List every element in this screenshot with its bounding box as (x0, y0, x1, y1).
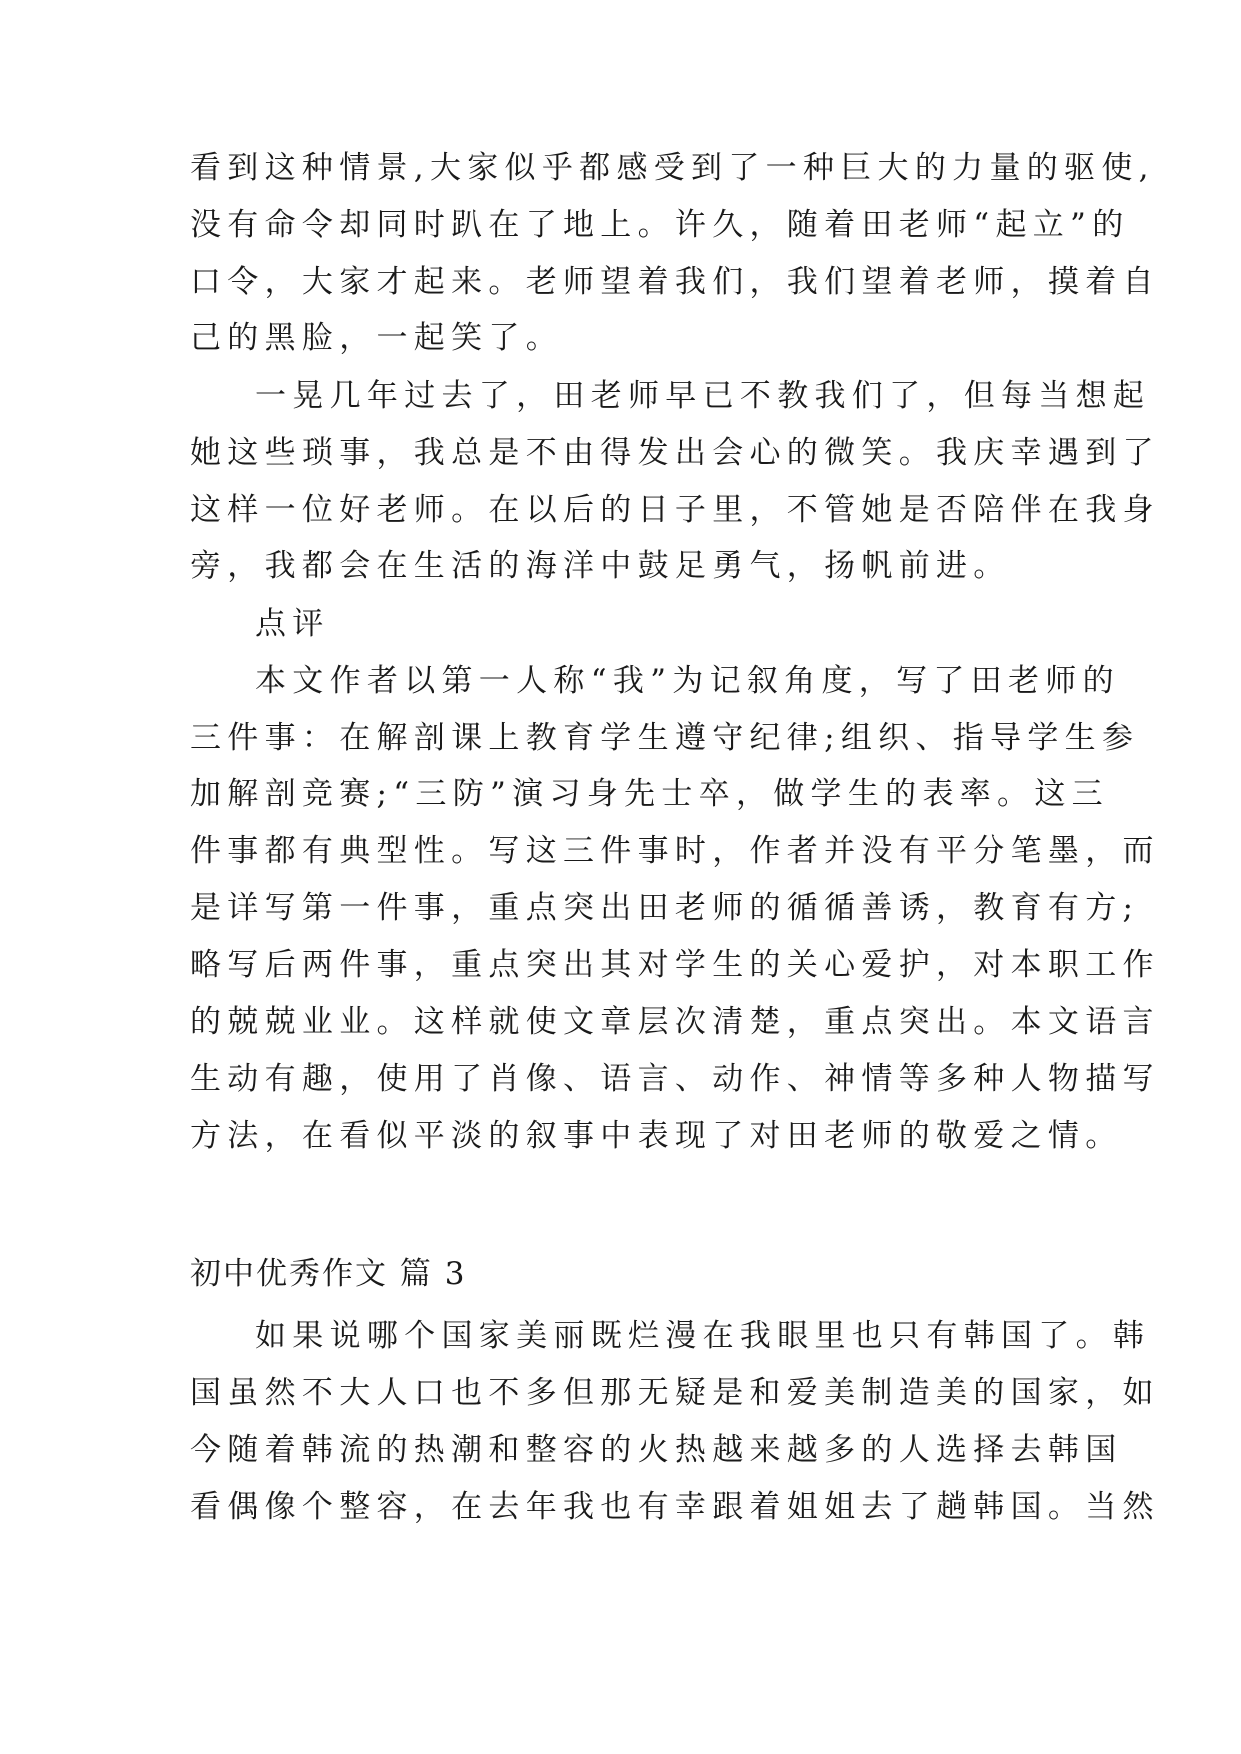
paragraph-line: 一晃几年过去了，田老师早已不教我们了，但每当想起 (255, 378, 1151, 414)
paragraph-line: 方法，在看似平淡的叙事中表现了对田老师的敬爱之情。 (190, 1118, 1123, 1154)
paragraph-line: 没有命令却同时趴在了地上。许久，随着田老师“起立”的 (190, 207, 1130, 243)
section-label: 点评 (255, 606, 330, 642)
paragraph-line: 看偶像个整容，在去年我也有幸跟着姐姐去了趟韩国。当然 (190, 1489, 1160, 1525)
paragraph-line: 她这些琐事，我总是不由得发出会心的微笑。我庆幸遇到了 (190, 435, 1160, 471)
paragraph-line: 是详写第一件事，重点突出田老师的循循善诱，教育有方; (190, 890, 1140, 926)
paragraph-line: 略写后两件事，重点突出其对学生的关心爱护，对本职工作 (190, 947, 1160, 983)
paragraph-line: 如果说哪个国家美丽既烂漫在我眼里也只有韩国了。韩 (255, 1318, 1151, 1354)
paragraph-line: 今随着韩流的热潮和整容的火热越来越多的人选择去韩国 (190, 1432, 1123, 1468)
paragraph-line: 加解剖竞赛;“三防”演习身先士卒，做学生的表率。这三 (190, 776, 1109, 812)
paragraph-line: 口令，大家才起来。老师望着我们，我们望着老师，摸着自 (190, 264, 1160, 300)
paragraph-line: 生动有趣，使用了肖像、语言、动作、神情等多种人物描写 (190, 1061, 1160, 1097)
paragraph-line: 己的黑脸，一起笑了。 (190, 320, 563, 356)
paragraph-line: 三件事：在解剖课上教育学生遵守纪律;组织、指导学生参 (190, 720, 1140, 756)
paragraph-line: 这样一位好老师。在以后的日子里，不管她是否陪伴在我身 (190, 492, 1160, 528)
paragraph-line: 国虽然不大人口也不多但那无疑是和爱美制造美的国家，如 (190, 1375, 1160, 1411)
section-heading: 初中优秀作文 篇 3 (190, 1256, 467, 1292)
paragraph-line: 旁，我都会在生活的海洋中鼓足勇气，扬帆前进。 (190, 548, 1011, 584)
paragraph-line: 看到这种情景,大家似乎都感受到了一种巨大的力量的驱使, (190, 150, 1155, 186)
paragraph-line: 件事都有典型性。写这三件事时，作者并没有平分笔墨，而 (190, 833, 1160, 869)
paragraph-line: 本文作者以第一人称“我”为记叙角度，写了田老师的 (255, 663, 1120, 699)
paragraph-line: 的兢兢业业。这样就使文章层次清楚，重点突出。本文语言 (190, 1004, 1160, 1040)
